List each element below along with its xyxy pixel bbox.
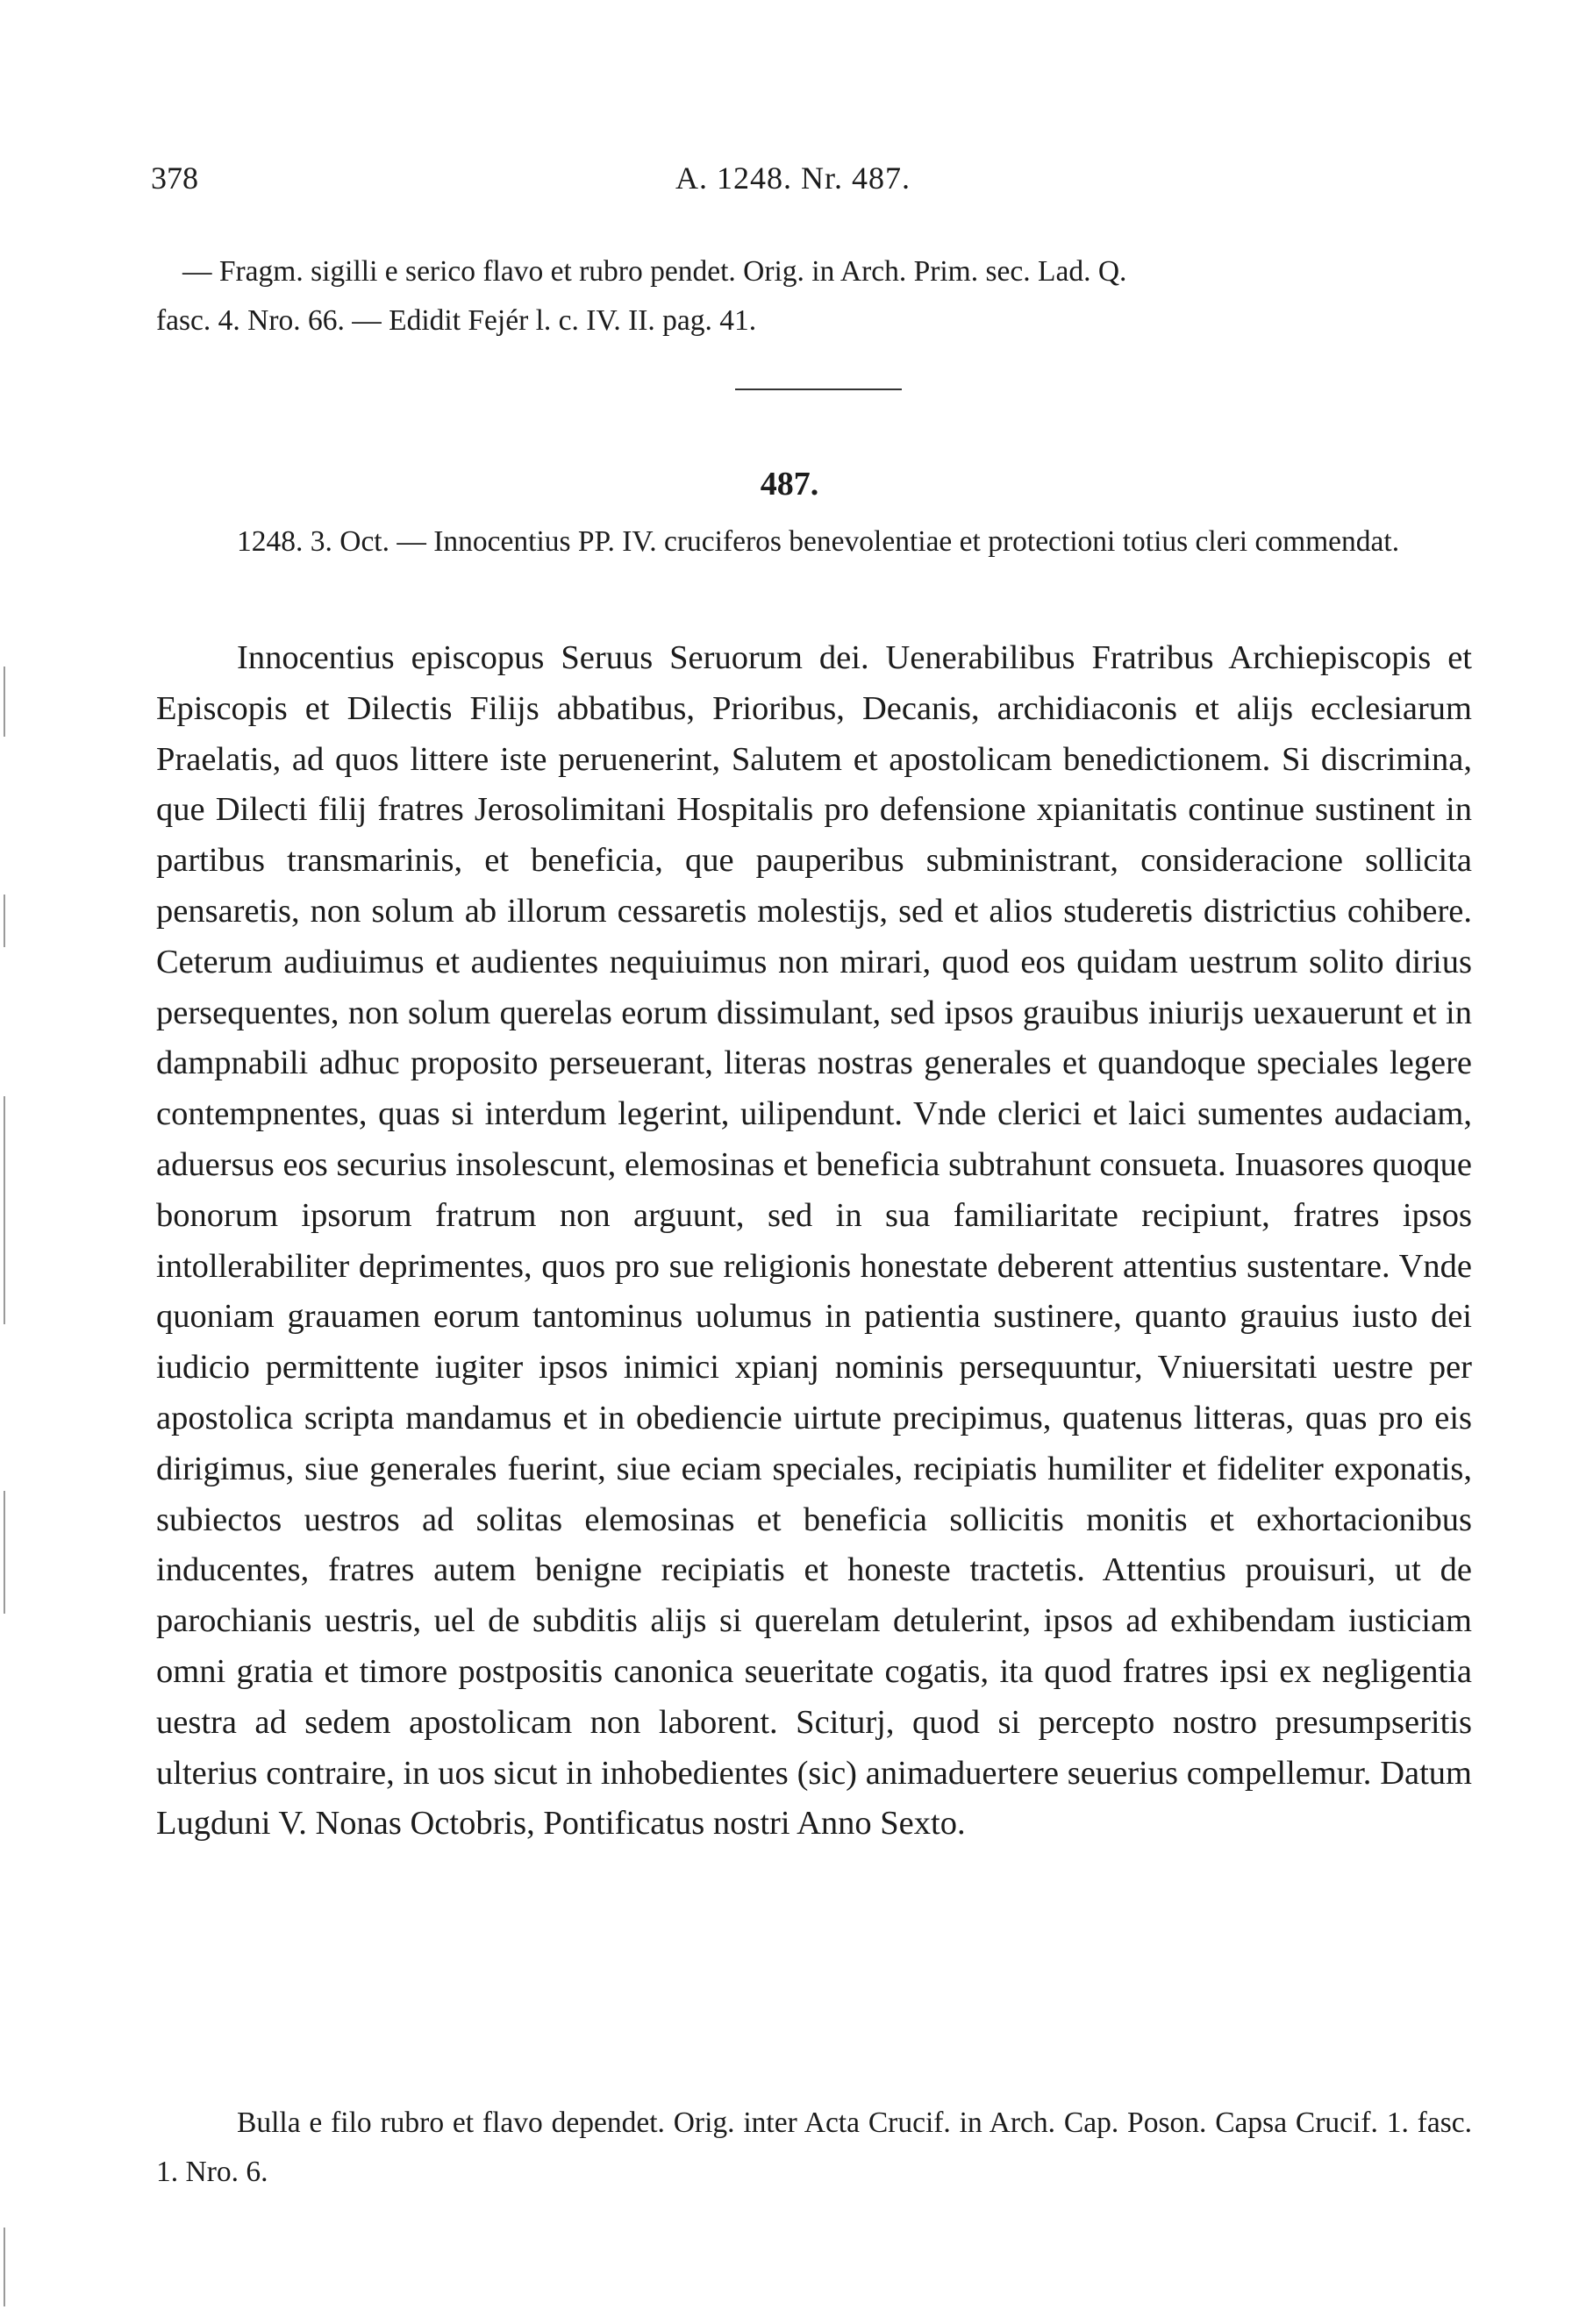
- running-head: [151, 160, 1467, 203]
- page-number: 378: [151, 160, 198, 196]
- document-source-note: Bulla e filo rubro et flavo dependet. Orig. inter Acta Crucif. in Arch. Cap. Poson. Capsa Crucif. 1. fasc. 1. Nro. 6.: [156, 2107, 1472, 2188]
- section-divider: [735, 389, 902, 390]
- scan-margin-mark: [4, 1096, 5, 1324]
- prior-note-line-2: fasc. 4. Nro. 66. — Edidit Fejér l. c. IV. II. pag. 41.: [156, 304, 757, 337]
- document-regest: 1248. 3. Oct. — Innocentius PP. IV. cruciferos benevolentiae et protectioni totius cleri commendat.: [237, 525, 1400, 558]
- scan-margin-mark: [4, 667, 5, 737]
- scan-margin-mark: [4, 895, 5, 947]
- document-number: 487.: [760, 466, 819, 503]
- header-title: A. 1248. Nr. 487.: [675, 160, 911, 196]
- document-body-text: Innocentius episcopus Seruus Seruorum dei. Uenerabilibus Fratribus Archiepiscopis et Episcopis et Dilectis Filijs abbatibus, Prioribus, Decanis, archidiaconis et alijs ecclesiarum Praelatis, ad quos littere iste peruenerint, Salutem et apostolicam benedictionem. Si discrimina, que Dilecti filij fratres Jerosolimitani Hospitalis pro defensione xpianitatis continue sustinent in partibus transmarinis, et beneficia, que pauperibus subministrant, consideracione sollicita pensaretis, non solum ab illorum cessaretis molestijs, sed et alios studeretis districtius cohibere. Ceterum audiuimus et audientes nequiuimus non mirari, quod eos quidam uestrum solito dirius persequentes, non solum querelas eorum dissimulant, sed ipsos grauibus iniurijs uexauerunt et in dampnabili adhuc proposito perseuerant, literas nostras generales et quandoque speciales legere contempnentes, quas si interdum legerint, uilipendunt. Vnde clerici et laici sumentes audaciam, aduersus eos securius insolescunt, elemosinas et beneficia subtrahunt consueta. Inuasores quoque bonorum ipsorum fratrum non arguunt, sed in sua familiaritate recipiunt, fratres ipsos intollerabiliter deprimentes, quos pro sue religionis honestate deberent attentius sustentare. Vnde quoniam grauamen eorum tantominus uolumus in patientia sustinere, quanto grauius iusto dei iudicio permittente iugiter ipsos inimici xpianj nominis persequuntur, Vniuersitati uestre per apostolica scripta mandamus et in obediencie uirtute precipimus, quatenus litteras, quas pro eis dirigimus, siue generales fuerint, siue eciam speciales, recipiatis humiliter et fideliter exponatis, subiectos uestros ad solitas elemosinas et beneficia sollicitis monitis et exhortacionibus inducentes, fratres autem benigne recipiatis et honeste tractetis. Attentius prouisuri, ut de parochianis uestris, uel de subditis alijs si querelam detulerint, ipsos ad exhibendam iusticiam omni gratia et timore postpositis canonica seueritate cogatis, ita quod fratres ipsi ex negligentia uestra ad sedem apostolicam non laborent. Sciturj, quod si percepto nostro presumpseritis ulterius contraire, in uos sicut in inhobedientes (sic) animaduertere seuerius compellemur. Datum Lugduni V. Nonas Octobris, Pontificatus nostri Anno Sexto.: [156, 639, 1472, 1843]
- prior-note-line-1: — Fragm. sigilli e serico flavo et rubro pendet. Orig. in Arch. Prim. sec. Lad. Q.: [182, 255, 1127, 288]
- scan-margin-mark: [4, 2228, 5, 2306]
- prior-document-note: [156, 247, 1472, 346]
- scan-margin-mark: [4, 1491, 5, 1614]
